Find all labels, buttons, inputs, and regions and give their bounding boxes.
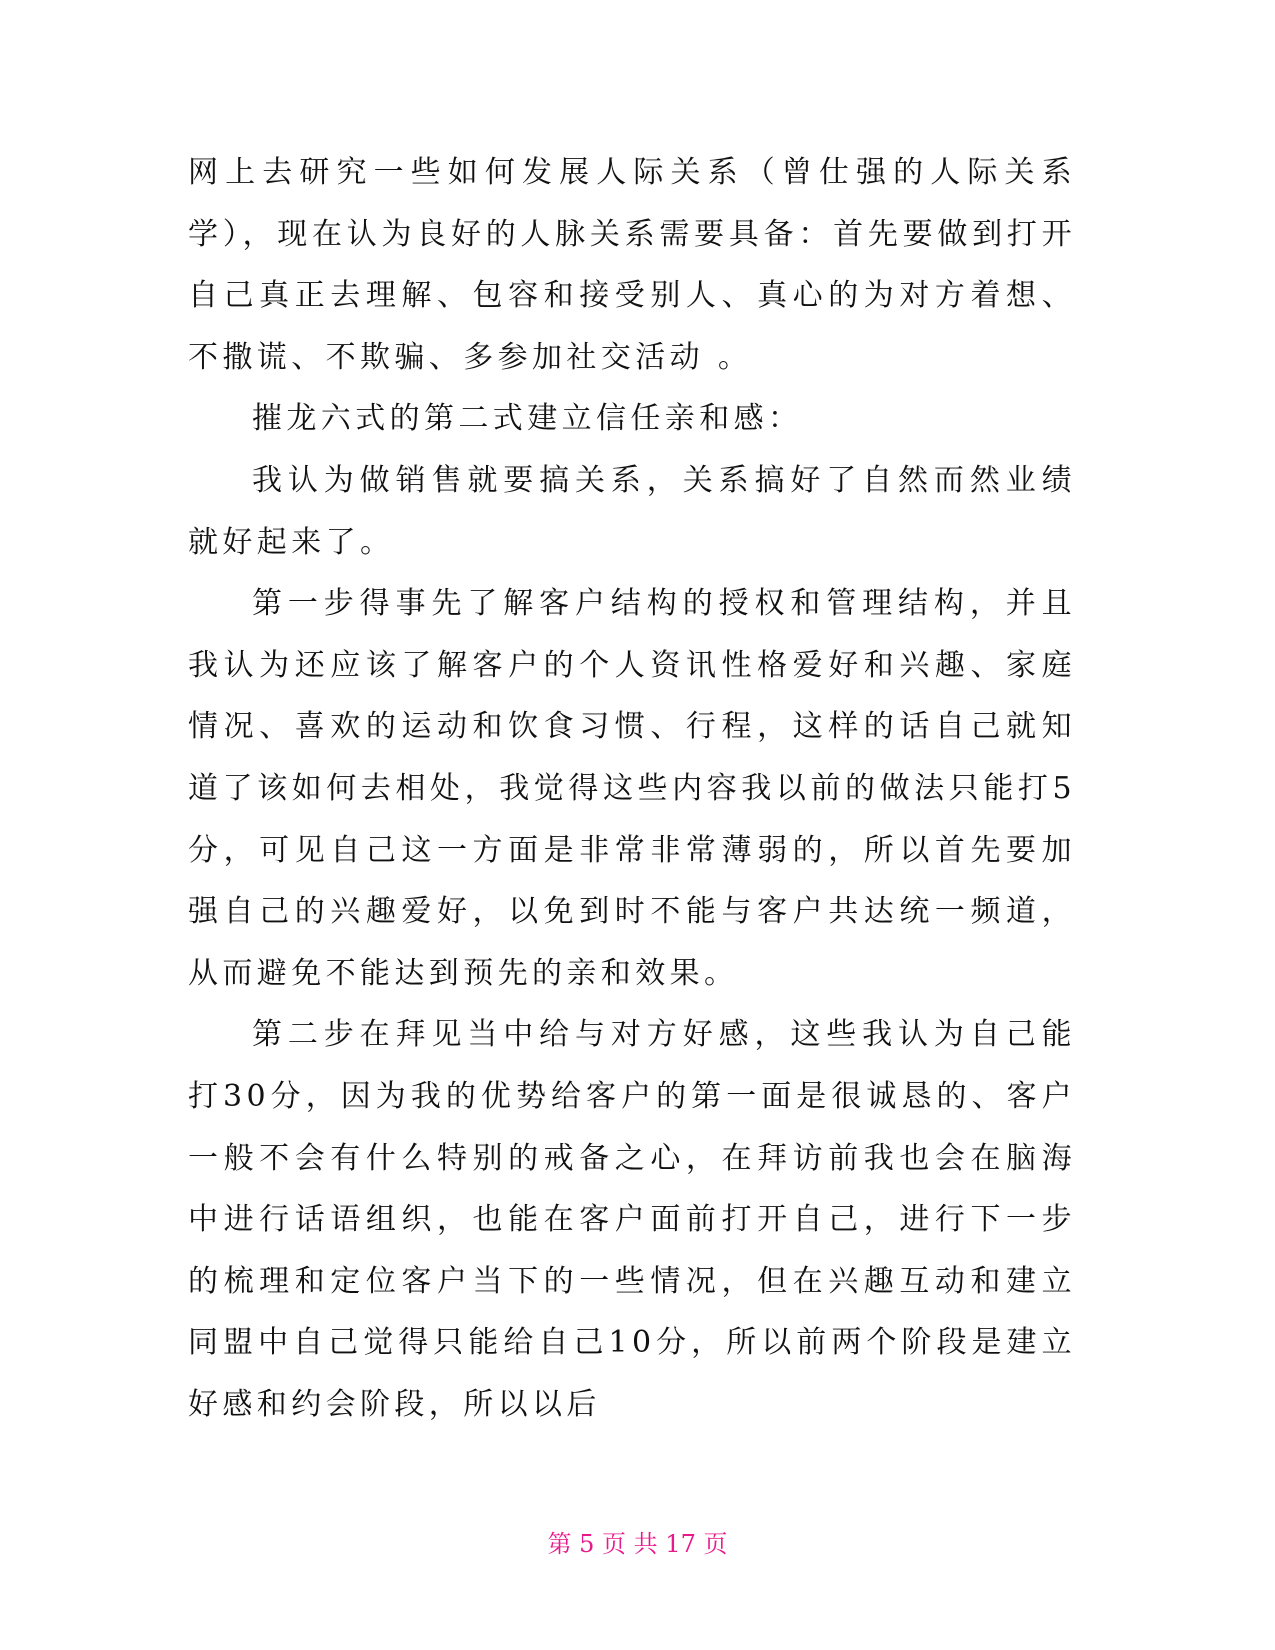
paragraph-3: 我认为做销售就要搞关系，关系搞好了自然而然业绩就好起来了。 [188,462,1076,560]
paragraph-1: 网上去研究一些如何发展人际关系（曾仕强的人际关系学），现在认为良好的人脉关系需要具备：首先要做到打开自己真正去理解、包容和接受别人、真心的为对方着想、不撒谎、不欺骗、多参加社交活动 。 [188,155,1076,375]
paragraph-2: 摧龙六式的第二式建立信任亲和感： [252,401,803,437]
document-body [188,142,1076,1435]
paragraph-4: 第一步得事先了解客户结构的授权和管理结构，并且我认为还应该了解客户的个人资讯性格爱好和兴趣、家庭情况、喜欢的运动和饮食习惯、行程，这样的话自己就知道了该如何去相处，我觉得这些内容我以前的做法只能打5分，可见自己这一方面是非常非常薄弱的，所以首先要加强自己的兴趣爱好，以免到时不能与客户共达统一频道，从而避免不能达到预先的亲和效果。 [188,586,1076,991]
paragraph-5: 第二步在拜见当中给与对方好感，这些我认为自己能打30分，因为我的优势给客户的第一面是很诚恳的、客户一般不会有什么特别的戒备之心，在拜访前我也会在脑海中进行话语组织，也能在客户面前打开自己，进行下一步的梳理和定位客户当下的一些情况，但在兴趣互动和建立同盟中自己觉得只能给自己10分，所以前两个阶段是建立好感和约会阶段，所以以后 [188,1017,1076,1422]
page-number-footer: 第 5 页 共 17 页 [547,1530,728,1558]
